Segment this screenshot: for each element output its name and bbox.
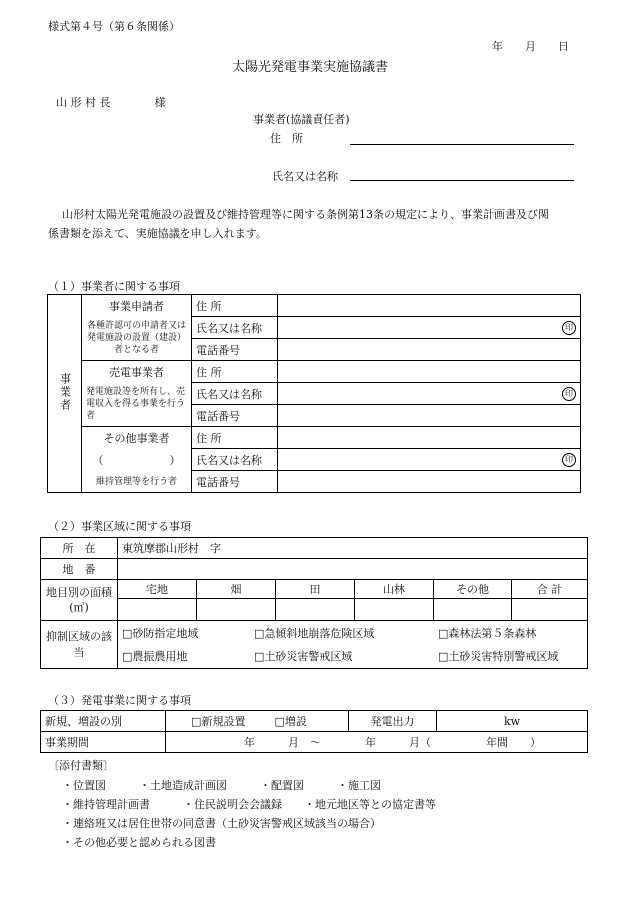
attachments-line-2: ・維持管理計画書 ・住民説明会会議録 ・地元地区等との協定書等	[62, 798, 436, 811]
lot-label: 地 番	[41, 559, 118, 580]
group2-desc: 発電施設等を所有し、売電収入を得る事業を行う者	[86, 387, 186, 422]
group3-address-value[interactable]	[278, 427, 581, 449]
restrict-steep-checkbox[interactable]: □急傾斜地崩落危険区域	[254, 627, 375, 640]
group2-role: 売電事業者	[82, 361, 192, 383]
new-install-checkbox[interactable]: □新規設置	[166, 711, 271, 732]
area-label: 地目別の面積(㎡)	[46, 586, 112, 614]
seal-icon: 印	[562, 387, 576, 401]
period-label: 事業期間	[41, 732, 166, 753]
document-title: 太陽光発電事業実施協議書	[232, 60, 389, 75]
restrict-sabo-checkbox[interactable]: □砂防指定地域	[122, 627, 199, 640]
group3-row-address: 住 所	[192, 427, 278, 449]
location-label: 所 在	[41, 538, 118, 559]
form-number: 様式第４号（第６条関係）	[48, 20, 180, 33]
group1-name-value[interactable]	[278, 317, 581, 339]
attachments-line-4: ・その他必要と認められる図書	[62, 836, 216, 849]
section3-title: （３）発電事業に関する事項	[48, 694, 191, 707]
restrict-special-checkbox[interactable]: □土砂災害特別警戒区域	[438, 650, 559, 663]
group2-name-value[interactable]	[278, 383, 581, 405]
restrict-farmland-checkbox[interactable]: □農振農用地	[122, 650, 188, 663]
section3-table	[40, 710, 588, 753]
area-col-total: 合 計	[512, 580, 588, 599]
applicant-address-label: 住 所	[270, 132, 303, 145]
seal-icon: 印	[562, 453, 576, 467]
group3-name-value[interactable]	[278, 449, 581, 471]
group1-row-address: 住 所	[192, 295, 278, 317]
restrict-label: 抑制区域の該当	[46, 629, 112, 659]
group1-row-phone: 電話番号	[192, 339, 278, 361]
area-col-paddy: 田	[276, 580, 355, 599]
group2-row-name: 氏名又は名称	[192, 383, 278, 405]
applicant-heading: 事業者(協議責任者)	[253, 113, 350, 126]
area-value-paddy[interactable]	[276, 599, 355, 621]
section2-title: （２）事業区域に関する事項	[48, 520, 191, 533]
restrict-options	[118, 621, 588, 669]
period-value[interactable]: 年 月 ～ 年 月（ 年間 ）	[166, 732, 588, 753]
area-col-field: 畑	[197, 580, 276, 599]
body-text-line-1: 山形村太陽光発電施設の設置及び維持管理等に関する条例第13条の規定により、事業計画書及び関	[62, 208, 549, 221]
group3-role: その他事業者	[82, 427, 192, 449]
attachments-line-3: ・連絡班又は居住世帯の同意書（土砂災害警戒区域該当の場合）	[62, 817, 381, 830]
attachments-line-1: ・位置図 ・土地造成計画図 ・配置図 ・施工図	[62, 779, 381, 792]
group2-row-phone: 電話番号	[192, 405, 278, 427]
group1-role: 事業申請者	[82, 295, 192, 317]
date-line: 年 月 日	[492, 40, 569, 53]
applicant-name-line[interactable]	[350, 180, 574, 181]
addressee: 山 形 村 長 様	[56, 96, 166, 109]
output-label: 発電出力	[349, 711, 437, 732]
location-value[interactable]: 東筑摩郡山形村 字	[118, 538, 588, 559]
applicant-address-line[interactable]	[350, 144, 574, 145]
group3-desc: 維持管理等を行う者	[95, 477, 177, 488]
area-value-total[interactable]	[512, 599, 588, 621]
section2-table	[40, 537, 588, 669]
area-col-other: その他	[434, 580, 512, 599]
side-label: 事業者	[58, 372, 72, 412]
group2-row-address: 住 所	[192, 361, 278, 383]
attachments-heading: 〔添付書類〕	[48, 759, 114, 772]
area-value-other[interactable]	[434, 599, 512, 621]
group1-desc: 各種許認可の申請者又は発電施設の設置（建設）者となる者	[86, 321, 186, 356]
group1-row-name: 氏名又は名称	[192, 317, 278, 339]
seal-icon: 印	[562, 321, 576, 335]
area-col-forest: 山林	[355, 580, 434, 599]
restrict-sediment-checkbox[interactable]: □土砂災害警戒区域	[254, 650, 353, 663]
area-value-field[interactable]	[197, 599, 276, 621]
body-text-line-2: 係書類を添えて、実施協議を申し入れます。	[48, 227, 267, 240]
group3-row-phone: 電話番号	[192, 471, 278, 493]
area-value-residential[interactable]	[118, 599, 197, 621]
section1-title: （１）事業者に関する事項	[48, 280, 180, 293]
group2-phone-value[interactable]	[278, 405, 581, 427]
group3-paren[interactable]: （ ）	[82, 449, 192, 471]
group1-address-value[interactable]	[278, 295, 581, 317]
group1-phone-value[interactable]	[278, 339, 581, 361]
group3-phone-value[interactable]	[278, 471, 581, 493]
type-label: 新規、増設の別	[41, 711, 166, 732]
applicant-name-label: 氏名又は名称	[272, 170, 338, 183]
side-label-cell	[48, 295, 82, 493]
area-value-forest[interactable]	[355, 599, 434, 621]
area-col-residential: 宅地	[118, 580, 197, 599]
restrict-forest-checkbox[interactable]: □森林法第５条森林	[438, 627, 537, 640]
lot-value[interactable]	[118, 559, 588, 580]
group2-address-value[interactable]	[278, 361, 581, 383]
group3-row-name: 氏名又は名称	[192, 449, 278, 471]
output-unit[interactable]: kw	[437, 711, 588, 732]
section1-table	[47, 294, 581, 493]
add-install-checkbox[interactable]: □増設	[271, 711, 349, 732]
